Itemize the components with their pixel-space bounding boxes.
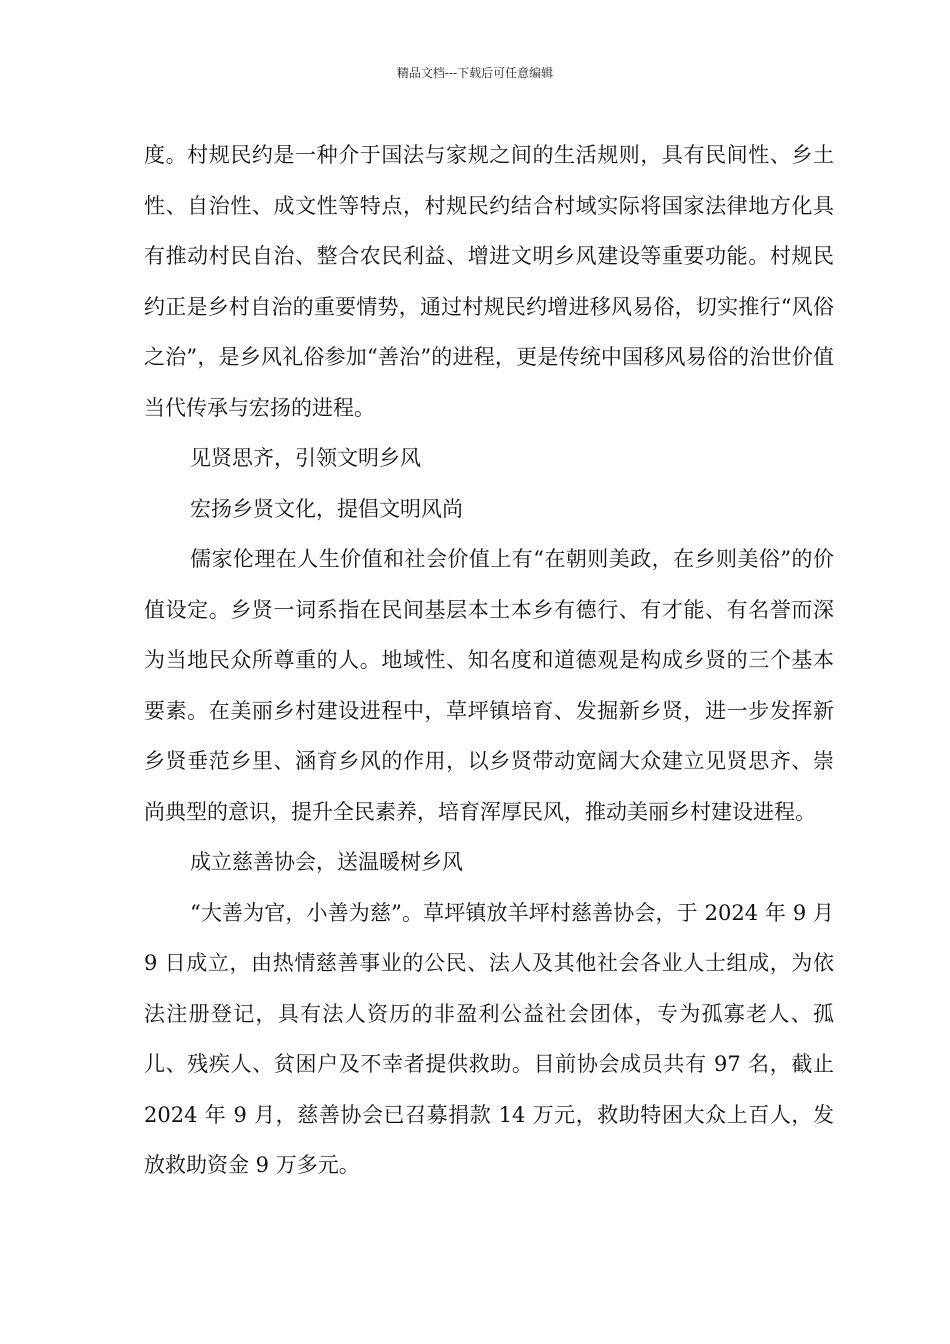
paragraph: “大善为官，小善为慈”。草坪镇放羊坪村慈善协会，于 2024 年 9 月 9 日成立，由热情慈善事业的公民、法人及其他社会各业人士组成，为依法注册登记，具有法人资历的非盈利公益社会团体，专为孤寡老人、孤儿、残疾人、贫困户及不幸者提供救助。目前协会成员共有 97 名，截止 2024 年 9 月，慈善协会已召募捐款 14 万元，救助特困大众上百人，发放救助资金 9 万多元。	[144, 900, 834, 1177]
paragraph: 儒家伦理在人生价值和社会价值上有“在朝则美政，在乡则美俗”的价值设定。乡贤一词系指在民间基层本土本乡有德行、有才能、有名誉而深为当地民众所尊重的人。地域性、知名度和道德观是构成乡贤的三个基本要素。在美丽乡村建设进程中，草坪镇培育、发掘新乡贤，进一步发挥新乡贤垂范乡里、涵育乡风的作用，以乡贤带动宽阔大众建立见贤思齐、崇尚典型的意识，提升全民素养，培育浑厚民风，推动美丽乡村建设进程。	[144, 547, 834, 824]
page-header: 精品文档---下载后可任意编辑	[396, 66, 554, 80]
section-subheading: 成立慈善协会，送温暖树乡风	[190, 850, 463, 874]
section-heading: 见贤思齐，引领文明乡风	[190, 446, 421, 470]
section-subheading: 宏扬乡贤文化，提倡文明风尚	[190, 496, 463, 521]
document-body	[144, 130, 834, 1191]
paragraph: 度。村规民约是一种介于国法与家规之间的生活规则，具有民间性、乡土性、自治性、成文性等特点，村规民约结合村域实际将国家法律地方化具有推动村民自治、整合农民利益、增进文明乡风建设等重要功能。村规民约正是乡村自治的重要情势，通过村规民约增进移风易俗，切实推行“风俗之治”，是乡风礼俗参加“善治”的进程，更是传统中国移风易俗的治世价值当代传承与宏扬的进程。	[144, 143, 834, 420]
